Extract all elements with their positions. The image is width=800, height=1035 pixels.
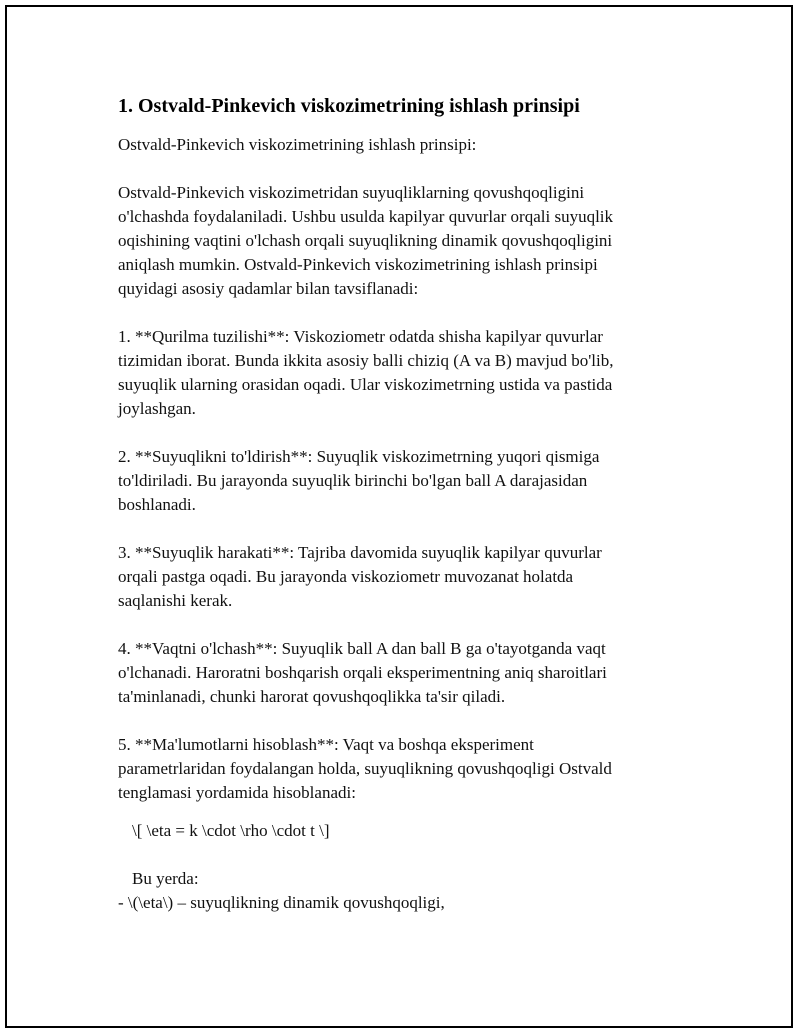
definitions-block	[118, 867, 678, 915]
description-paragraph: Ostvald-Pinkevich viskozimetridan suyuqliklarning qovushqoqligini o'lchashda foydalaniladi. Ushbu usulda kapilyar quvurlar orqali suyuqlik oqishining vaqtini o'lchash orqali suyuqlikning dinamik qovushqoqligini aniqlash mumkin. Ostvald-Pinkevich viskozimetrining ishlash prinsipi quyidagi asosiy qadamlar bilan tavsiflanadi:	[118, 183, 614, 298]
step-5-paragraph: 5. **Ma'lumotlarni hisoblash**: Vaqt va boshqa eksperiment parametrlaridan foydalangan holda, suyuqlikning qovushqoqligi Ostvald tenglamasi yordamida hisoblanadi:	[118, 735, 612, 802]
intro-paragraph: Ostvald-Pinkevich viskozimetrining ishlash prinsipi:	[118, 135, 477, 154]
step-2-paragraph: 2. **Suyuqlikni to'ldirish**: Suyuqlik viskozimetrning yuqori qismiga to'ldiriladi. Bu jarayonda suyuqlik birinchi bo'lgan ball A darajasidan boshlanadi.	[118, 447, 600, 514]
document-title: 1. Ostvald-Pinkevich viskozimetrining ishlash prinsipi	[118, 95, 580, 117]
where-label: Bu yerda:	[132, 869, 199, 888]
definition-item: - \(\eta\) – suyuqlikning dinamik qovushqoqligi,	[118, 893, 445, 912]
step-4-paragraph: 4. **Vaqtni o'lchash**: Suyuqlik ball A dan ball B ga o'tayotganda vaqt o'lchanadi. Haroratni boshqarish orqali eksperimentning aniq sharoitlari ta'minlanadi, chunki harorat qovushqoqlikka ta'sir qiladi.	[118, 639, 607, 706]
step-1-paragraph: 1. **Qurilma tuzilishi**: Viskoziometr odatda shisha kapilyar quvurlar tizimidan iborat. Bunda ikkita asosiy balli chiziq (A va B) mavjud bo'lib, suyuqlik ularning orasidan oqadi. Ular viskozimetrning ustida va pastida joylashgan.	[118, 327, 614, 418]
formula-line: \[ \eta = k \cdot \rho \cdot t \]	[132, 821, 330, 840]
step-3-paragraph: 3. **Suyuqlik harakati**: Tajriba davomida suyuqlik kapilyar quvurlar orqali pastga oqadi. Bu jarayonda viskoziometr muvozanat holatda saqlanishi kerak.	[118, 543, 602, 610]
document-body	[118, 93, 678, 915]
